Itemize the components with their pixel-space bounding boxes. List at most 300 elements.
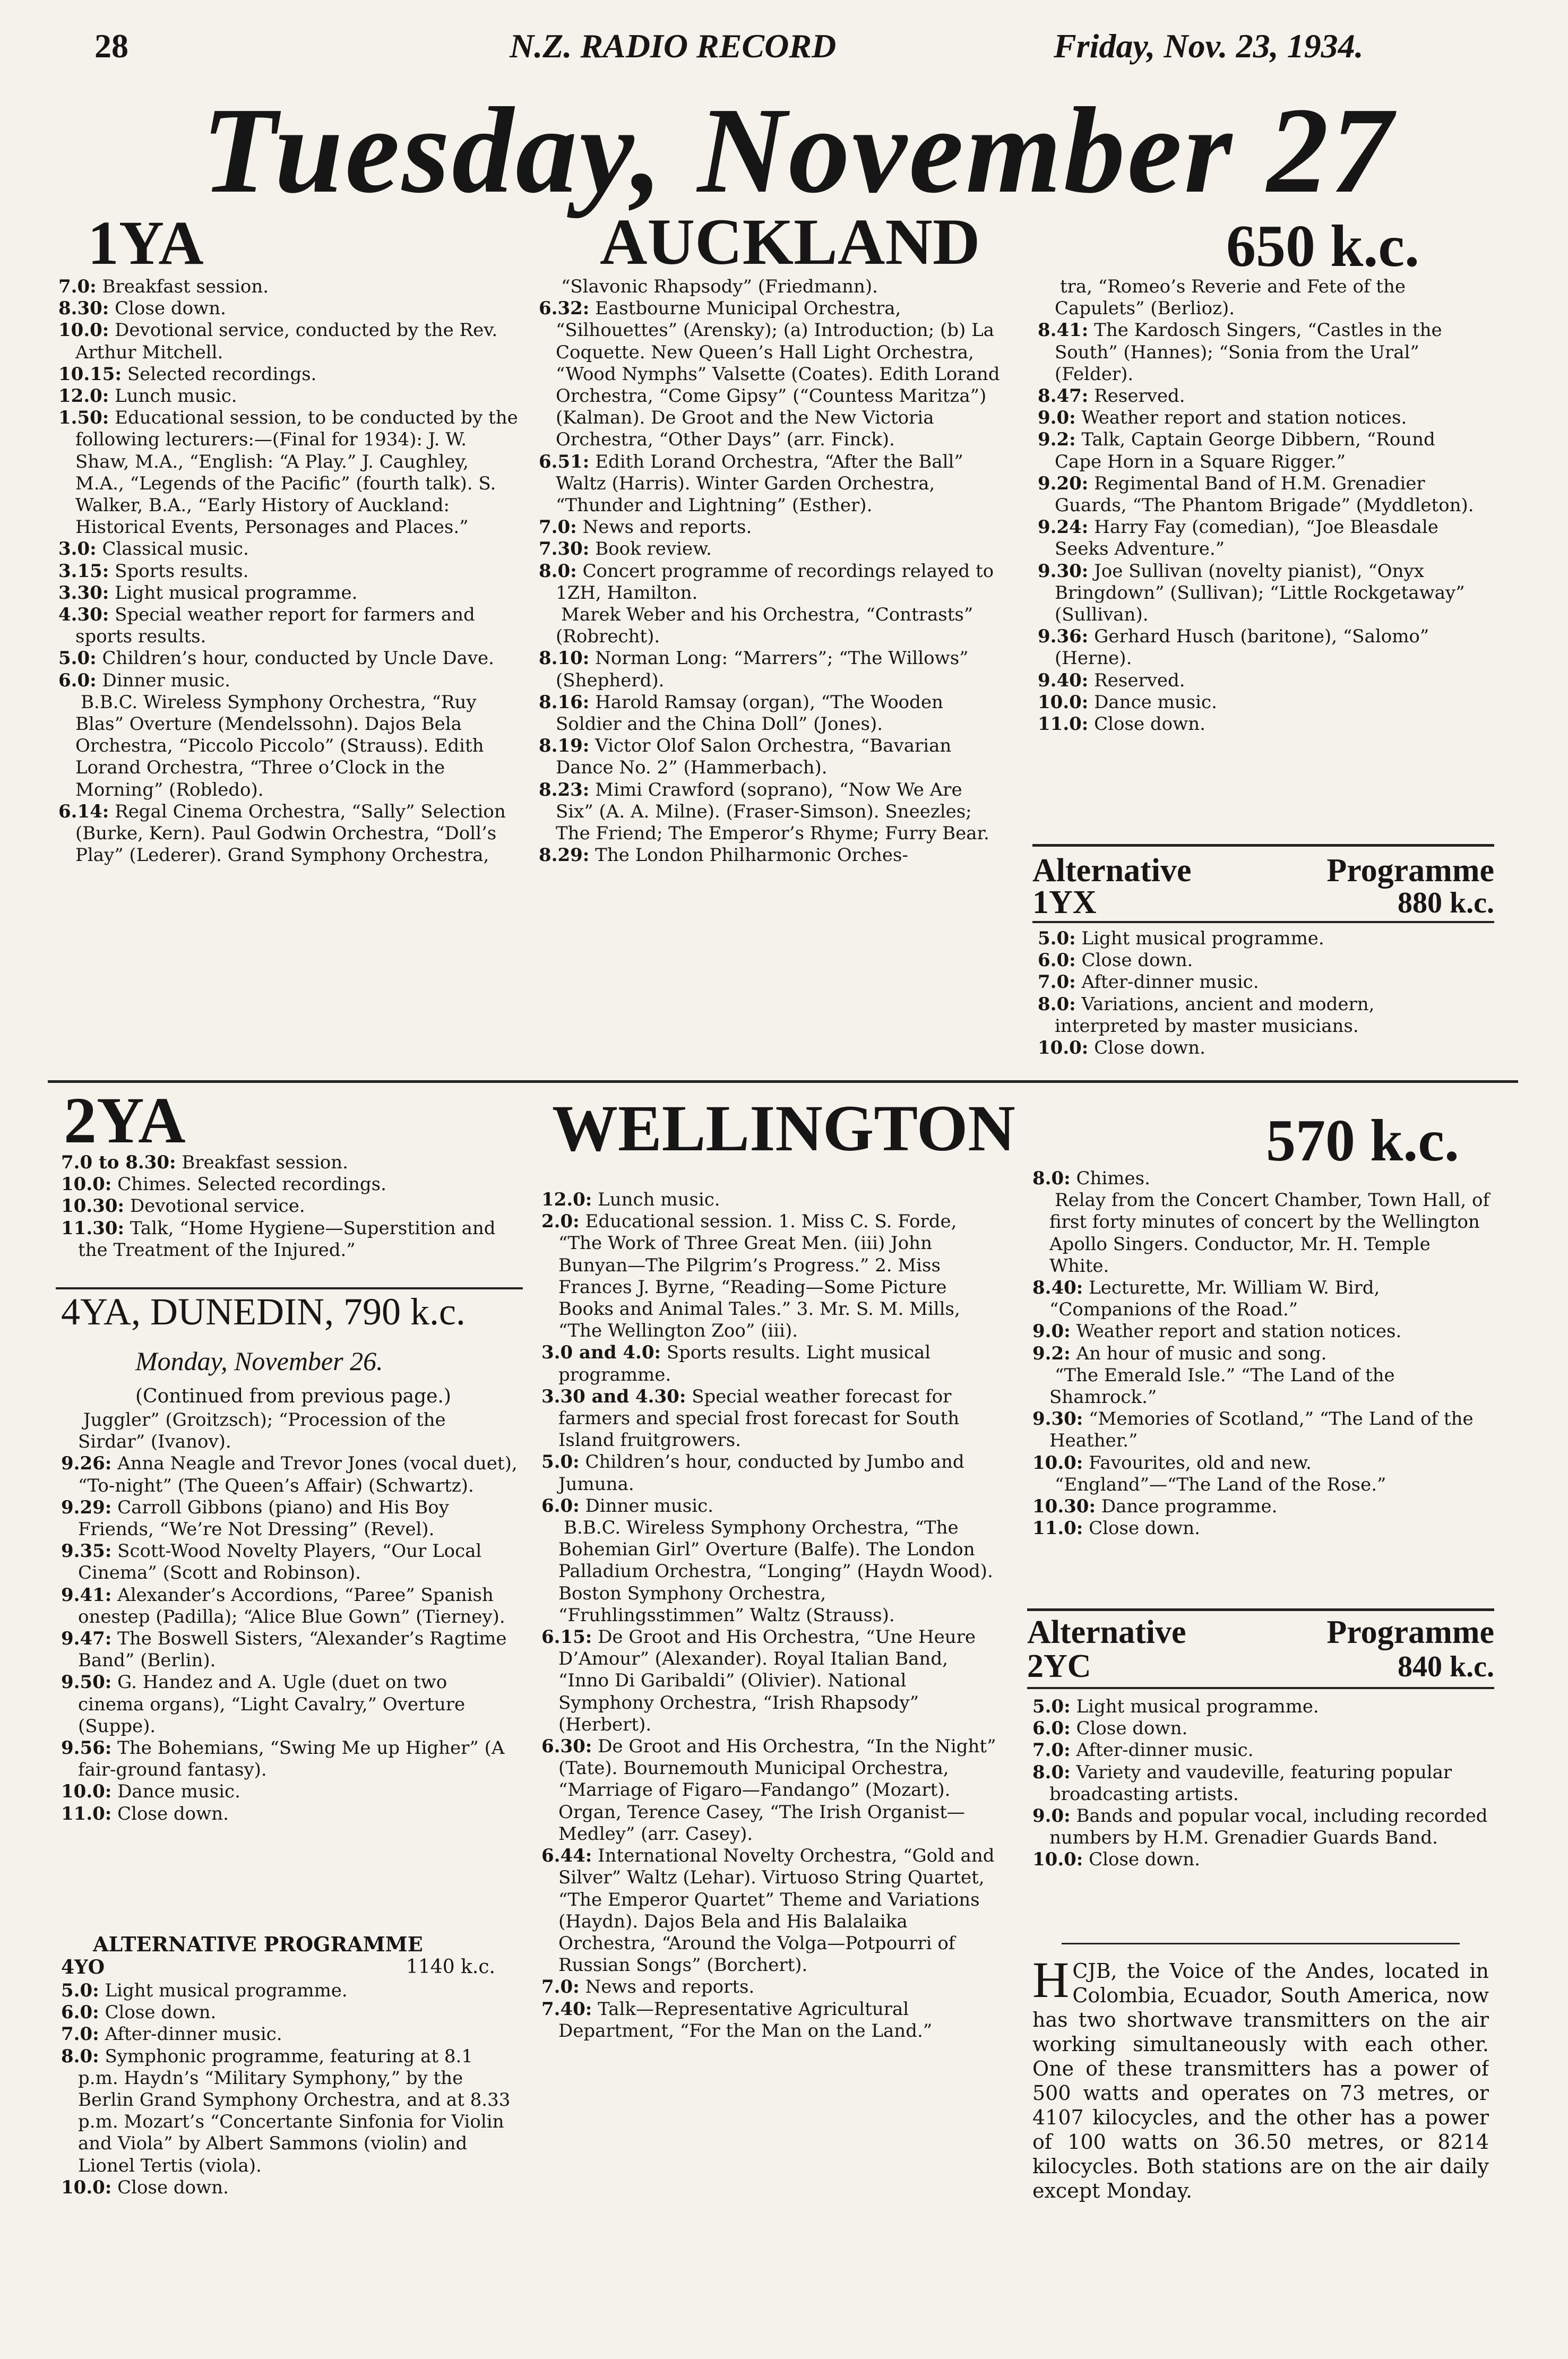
entry-text: Norman Long: “Marrers”; “The Willows” (Shepherd). — [556, 648, 969, 691]
entry-text: Regal Cinema Orchestra, “Sally” Selection (Burke, Kern). Paul Godwin Orchestra, “Doll’s Play” (Lederer). Grand Symphony Orchestra, — [75, 800, 506, 866]
schedule-entry — [1032, 1321, 1494, 1342]
entry-text: News and reports. — [585, 1976, 755, 1998]
entry-text: Light musical programme. — [115, 582, 358, 604]
note-drop-cap: H — [1032, 1959, 1070, 2008]
entry-text: Close down. — [1089, 1849, 1200, 1871]
dunedin-alt-list — [61, 1980, 518, 2261]
entry-text: Educational session. 1. Miss C. S. Forde, “The Work of Three Great Men. (iii) John Bunyan—The Pilgrim’s Progress.” 2. Miss Frances J. Byrne, “Reading—Some Picture Books and Animal Tales.” 3. Mr. S. M. Mills, “The Wellington Zoo” (iii). — [558, 1211, 960, 1342]
entry-time: 10.30: — [61, 1195, 125, 1217]
entry-time: 3.30 and 4.30: — [541, 1385, 686, 1407]
newspaper-name: N.Z. RADIO RECORD — [510, 27, 837, 65]
dunedin-alt-freq: 1140 k.c. — [406, 1956, 495, 1978]
entry-time: 8.0: — [1032, 1168, 1071, 1189]
entry-time: 10.15: — [58, 363, 122, 385]
entry-time: 4.30: — [58, 604, 109, 626]
entry-text: De Groot and His Orchestra, “Une Heure D’Amour” (Alexander). Royal Italian Band, “Inno Di Garibaldi” (Olivier). National Symphony Orchestra, “Irish Rhapsody” (Herbert). — [558, 1626, 976, 1735]
schedule-entry — [1038, 994, 1484, 1037]
schedule-entry — [541, 1211, 1003, 1342]
entry-time: 5.0: — [58, 648, 97, 669]
entry-text: Relay from the Concert Chamber, Town Hall, of first forty minutes of concert by the Wellington Apollo Singers. Conductor, Mr. H. Temple White. — [1049, 1190, 1490, 1277]
schedule-entry — [1032, 1452, 1494, 1474]
alt-2yc-freq: 840 k.c. — [1398, 1650, 1494, 1683]
entry-text: Selected recordings. — [127, 363, 317, 385]
entry-text: Lecturette, Mr. William W. Bird, “Companions of the Road.” — [1049, 1277, 1380, 1321]
entry-time: 7.0: — [539, 516, 577, 538]
entry-text: Close down. — [117, 2176, 229, 2198]
schedule-entry — [1032, 1365, 1494, 1408]
entry-time: 9.40: — [1038, 669, 1089, 691]
entry-text: De Groot and His Orchestra, “In the Night” (Tate). Bournemouth Municipal Orchestra, “Marriage of Figaro—Fandango” (Mozart). Organ, Terence Casey, “The Irish Organist—Medley” (arr. Casey). — [558, 1736, 996, 1845]
schedule-entry — [539, 276, 1001, 298]
schedule-entry — [541, 1976, 1003, 1998]
auckland-col-1 — [58, 276, 520, 1067]
schedule-entry — [541, 1451, 1003, 1495]
wellington-col-2 — [541, 1189, 1003, 2283]
entry-time: 8.41: — [1038, 320, 1089, 341]
schedule-entry — [58, 561, 520, 582]
alt-2yc-header — [1027, 1614, 1494, 1683]
schedule-entry — [1038, 950, 1484, 971]
entry-text: Talk—Representative Agricultural Department, “For the Man on the Land.” — [558, 1998, 933, 2042]
schedule-entry — [58, 276, 520, 298]
schedule-entry — [1038, 561, 1484, 626]
entry-text: Breakfast session. — [182, 1152, 348, 1173]
city-auckland: AUCKLAND — [600, 205, 980, 278]
entry-time: 12.0: — [541, 1189, 592, 1210]
alt-2yc-station: 2YC — [1027, 1648, 1091, 1684]
schedule-entry — [1032, 1740, 1489, 1761]
entry-time: 5.0: — [61, 1980, 99, 2001]
entry-text: Dinner music. — [585, 1495, 713, 1517]
schedule-entry — [1038, 516, 1484, 560]
entry-text: Breakfast session. — [102, 276, 269, 297]
schedule-entry — [61, 1628, 518, 1672]
schedule-entry — [61, 1409, 518, 1453]
freq-570: 570 k.c. — [1266, 1108, 1459, 1174]
entry-time: 7.30: — [539, 538, 590, 560]
schedule-entry — [539, 538, 1001, 560]
entry-time: 6.14: — [58, 800, 109, 822]
entry-text: “England”—“The Land of the Rose.” — [1055, 1474, 1386, 1495]
entry-time: 6.0: — [61, 2002, 99, 2024]
entry-time: 11.0: — [1032, 1518, 1083, 1539]
schedule-entry — [58, 364, 520, 385]
schedule-entry — [1038, 670, 1484, 692]
alt-1yx-header — [1032, 852, 1494, 920]
entry-time: 8.0: — [1038, 993, 1076, 1015]
schedule-entry — [1032, 1718, 1489, 1740]
schedule-entry — [539, 561, 1001, 604]
schedule-entry — [541, 1495, 1003, 1517]
entry-text: Talk, “Home Hygiene—Superstition and the Treatment of the Injured.” — [78, 1217, 496, 1261]
entry-time: 6.32: — [539, 298, 590, 320]
entry-time: 9.50: — [61, 1672, 112, 1693]
entry-text: Sports results. — [115, 560, 249, 582]
entry-text: “Slavonic Rhapsody” (Friedmann). — [561, 276, 878, 297]
dunedin-heading: 4YA, DUNEDIN, 790 k.c. — [61, 1290, 466, 1333]
entry-text: The Boswell Sisters, “Alexander’s Ragtime Band” (Berlin). — [78, 1628, 507, 1672]
alt-1yx-rule-top — [1032, 844, 1494, 847]
entry-text: Lunch music. — [598, 1189, 720, 1210]
entry-text: Variety and vaudeville, featuring popular broadcasting artists. — [1049, 1761, 1452, 1805]
entry-text: Gerhard Husch (baritone), “Salomo” (Herne). — [1055, 626, 1429, 669]
schedule-entry — [539, 648, 1001, 691]
schedule-entry — [541, 1845, 1003, 1976]
schedule-entry — [1032, 1168, 1494, 1190]
entry-text: The London Philharmonic Orches- — [595, 845, 908, 866]
entry-time: 7.0: — [1038, 971, 1076, 993]
alt-1yx-label-left: Alternative — [1032, 853, 1192, 889]
entry-text: Harry Fay (comedian), “Joe Bleasdale Seeks Adventure.” — [1055, 516, 1438, 560]
entry-time: 8.10: — [539, 648, 590, 669]
entry-text: Marek Weber and his Orchestra, “Contrasts” (Robrecht). — [556, 604, 973, 648]
note-text: CJB, the Voice of the Andes, located in Colombia, Ecuador, South America, now has two shortwave transmitters on the air working simultaneously with each other. One of these transmitters has a power of 500 watts and operates on 73 metres, or 4107 kilocycles, and the other has a power of 100 watts on 36.50 metres, or 8214 kilocycles. Both stations are on the air daily except Monday. — [1032, 1959, 1489, 2202]
entry-time: 6.15: — [541, 1626, 592, 1648]
entry-text: B.B.C. Wireless Symphony Orchestra, “The Bohemian Girl” Overture (Balfe). The London Palladium Orchestra, “Longing” (Haydn Wood). Boston Symphony Orchestra, “Fruhlingsstimmen” Waltz (Strauss). — [558, 1517, 993, 1626]
schedule-entry — [1038, 473, 1484, 516]
schedule-entry — [58, 385, 520, 407]
entry-time: 3.15: — [58, 560, 109, 582]
entry-time: 9.20: — [1038, 472, 1089, 494]
alt-2yc-rule-bottom — [1027, 1687, 1494, 1689]
entry-text: After-dinner music. — [1076, 1740, 1254, 1761]
schedule-entry — [61, 1672, 518, 1737]
schedule-entry — [1038, 1037, 1484, 1059]
schedule-entry — [1032, 1518, 1494, 1539]
entry-text: Devotional service. — [130, 1195, 305, 1217]
alt-1yx-station: 1YX — [1032, 884, 1097, 920]
entry-text: Close down. — [1094, 1037, 1205, 1059]
schedule-entry — [1038, 692, 1484, 713]
schedule-entry — [541, 1999, 1003, 2042]
schedule-entry — [58, 670, 520, 692]
schedule-entry — [61, 1540, 518, 1584]
schedule-entry — [61, 1152, 518, 1174]
entry-text: Light musical programme. — [1076, 1696, 1319, 1717]
entry-text: Regimental Band of H.M. Grenadier Guards, “The Phantom Brigade” (Myddleton). — [1055, 472, 1474, 516]
entry-time: 9.29: — [61, 1496, 112, 1518]
entry-text: Close down. — [1089, 1518, 1200, 1539]
note-rule — [1062, 1943, 1460, 1944]
entry-time: 8.29: — [539, 845, 590, 866]
entry-text: Dance music. — [1094, 691, 1217, 713]
entry-text: Close down. — [1094, 713, 1205, 735]
schedule-entry — [58, 298, 520, 320]
entry-text: Close down. — [117, 1803, 229, 1824]
schedule-entry — [1038, 320, 1484, 385]
entry-time: 10.0: — [1032, 1452, 1083, 1474]
schedule-entry — [1038, 713, 1484, 735]
page-title: Tuesday, November 27 — [202, 82, 1394, 219]
entry-time: 8.23: — [539, 779, 590, 800]
wellington-col-3 — [1032, 1168, 1494, 1608]
entry-text: Symphonic programme, featuring at 8.1 p.m. Haydn’s “Military Symphony,” by the Berlin Grand Symphony Orchestra, and at 8.33 p.m. Mozart’s “Concertante Sinfonia for Violin and Viola” by Albert Sammons (violin) and Lionel Tertis (viola). — [78, 2045, 511, 2176]
schedule-entry — [1032, 1849, 1489, 1871]
entry-time: 8.19: — [539, 735, 590, 757]
schedule-entry — [1038, 429, 1484, 472]
freq-650: 650 k.c. — [1226, 213, 1419, 279]
entry-time: 5.0: — [1038, 928, 1076, 949]
schedule-entry — [541, 1626, 1003, 1736]
entry-text: News and reports. — [582, 516, 752, 538]
entry-time: 10.0: — [61, 2176, 112, 2198]
schedule-entry — [61, 2177, 518, 2199]
entry-text: Close down. — [1081, 950, 1193, 971]
schedule-entry — [541, 1736, 1003, 1845]
entry-text: Dinner music. — [102, 669, 230, 691]
entry-text: Harold Ramsay (organ), “The Wooden Soldier and the China Doll” (Jones). — [556, 691, 943, 735]
dunedin-list — [61, 1409, 518, 1930]
entry-time: 8.0: — [539, 560, 577, 582]
entry-text: Concert programme of recordings relayed to 1ZH, Hamilton. — [556, 560, 994, 604]
entry-time: 6.0: — [541, 1495, 580, 1517]
entry-time: 9.35: — [61, 1540, 112, 1562]
schedule-entry — [539, 298, 1001, 451]
entry-text: Reserved. — [1094, 385, 1185, 407]
dunedin-continued: (Continued from previous page.) — [135, 1385, 451, 1407]
schedule-entry — [1038, 971, 1484, 993]
alt-1yx-label-right: Programme — [1326, 853, 1494, 889]
schedule-entry — [1032, 1474, 1494, 1496]
entry-text: Dance programme. — [1101, 1496, 1278, 1518]
entry-time: 3.30: — [58, 582, 109, 604]
schedule-entry — [61, 1453, 518, 1496]
schedule-entry — [541, 1517, 1003, 1626]
entry-time: 8.0: — [61, 2045, 99, 2067]
entry-text: Alexander’s Accordions, “Paree” Spanish onestep (Padilla); “Alice Blue Gown” (Tierney). — [78, 1584, 505, 1628]
entry-time: 11.0: — [61, 1803, 112, 1824]
alt-2yc-rule-top — [1027, 1608, 1494, 1611]
entry-text: Victor Olof Salon Orchestra, “Bavarian Dance No. 2” (Hammerbach). — [556, 735, 952, 779]
schedule-entry — [61, 1803, 518, 1825]
schedule-entry — [61, 1980, 518, 2002]
schedule-entry — [1032, 1496, 1494, 1518]
schedule-entry — [539, 779, 1001, 845]
entry-text: Special weather forecast for farmers and special frost forecast for South Island fruitgrowers. — [558, 1385, 960, 1451]
entry-text: Chimes. Selected recordings. — [117, 1174, 386, 1195]
entry-time: 2.0: — [541, 1211, 580, 1233]
entry-time: 8.0: — [1032, 1761, 1071, 1783]
entry-text: Close down. — [115, 298, 226, 320]
entry-text: Anna Neagle and Trevor Jones (vocal duet), “To-night” (The Queen’s Affair) (Schwartz). — [78, 1453, 518, 1496]
schedule-entry — [1032, 1190, 1494, 1277]
alt-2yc-label-left: Alternative — [1027, 1614, 1186, 1650]
entry-time: 9.0: — [1032, 1321, 1071, 1342]
entry-text: Close down. — [1076, 1718, 1188, 1740]
entry-text: Devotional service, conducted by the Rev. Arthur Mitchell. — [75, 320, 498, 363]
entry-time: 7.0: — [1032, 1740, 1071, 1761]
schedule-entry — [61, 1497, 518, 1540]
entry-text: tra, “Romeo’s Reverie and Fete of the Capulets” (Berlioz). — [1055, 276, 1406, 320]
entry-text: Favourites, old and new. — [1089, 1452, 1312, 1474]
entry-time: 9.24: — [1038, 516, 1089, 538]
entry-text: Scott-Wood Novelty Players, “Our Local Cinema” (Scott and Robinson). — [78, 1540, 482, 1584]
entry-text: Talk, Captain George Dibbern, “Round Cape Horn in a Square Rigger.” — [1055, 429, 1435, 472]
city-wellington: WELLINGTON — [552, 1092, 1015, 1165]
entry-text: Variations, ancient and modern, interpreted by master musicians. — [1055, 993, 1375, 1037]
entry-time: 9.2: — [1032, 1342, 1071, 1364]
alt-1yx-rule-bottom — [1032, 921, 1494, 923]
entry-time: 7.0: — [58, 276, 97, 297]
station-2ya: 2YA — [64, 1084, 186, 1157]
entry-time: 6.0: — [58, 669, 97, 691]
entry-text: Chimes. — [1076, 1168, 1150, 1189]
schedule-entry — [1038, 385, 1484, 407]
entry-text: Children’s hour, conducted by Jumbo and Jumuna. — [558, 1451, 964, 1495]
entry-text: B.B.C. Wireless Symphony Orchestra, “Ruy Blas” Overture (Mendelssohn). Dajos Bela Orchestra, “Piccolo Piccolo” (Strauss). Edith Lorand Orchestra, “Three o’Clock in the Morning” (Robledo). — [75, 691, 484, 800]
entry-time: 11.30: — [61, 1217, 125, 1239]
entry-time: 10.0: — [61, 1174, 112, 1195]
entry-text: “The Emerald Isle.” “The Land of the Shamrock.” — [1049, 1364, 1395, 1408]
entry-time: 8.16: — [539, 691, 590, 713]
schedule-entry — [61, 1174, 518, 1195]
entry-text: International Novelty Orchestra, “Gold and Silver” Waltz (Lehar). Virtuoso String Quartet, “The Emperor Quartet” Theme and Variations (Haydn). Dajos Bela and His Balalaika Orchestra, “Around the Volga—Potpourri of Russian Songs” (Borchert). — [558, 1845, 995, 1976]
entry-text: Reserved. — [1094, 669, 1185, 691]
schedule-entry — [58, 320, 520, 363]
schedule-entry — [539, 845, 1001, 866]
entry-text: Close down. — [105, 2002, 217, 2024]
entry-text: The Bohemians, “Swing Me up Higher” (A fair-ground fantasy). — [78, 1737, 505, 1781]
schedule-entry — [61, 2046, 518, 2177]
schedule-entry — [1038, 626, 1484, 669]
dunedin-alt-station: 4YO — [61, 1956, 105, 1978]
entry-time: 7.40: — [541, 1998, 592, 2020]
schedule-entry — [58, 407, 520, 538]
entry-time: 10.0: — [61, 1781, 112, 1803]
entry-time: 10.30: — [1032, 1496, 1096, 1518]
schedule-entry — [61, 2024, 518, 2045]
entry-time: 10.0: — [1038, 691, 1089, 713]
schedule-entry — [1032, 1277, 1494, 1321]
dunedin-subheading: Monday, November 26. — [135, 1346, 383, 1376]
schedule-entry — [1032, 1343, 1494, 1365]
entry-time: 6.0: — [1032, 1718, 1071, 1740]
entry-text: An hour of music and song. — [1076, 1342, 1327, 1364]
schedule-entry — [1038, 276, 1484, 320]
entry-text: After-dinner music. — [105, 2024, 282, 2045]
entry-text: Book review. — [595, 538, 712, 560]
entry-text: Children’s hour, conducted by Uncle Dave. — [102, 648, 494, 669]
entry-time: 8.47: — [1038, 385, 1089, 407]
entry-time: 5.0: — [1032, 1696, 1071, 1717]
entry-time: 9.30: — [1032, 1408, 1083, 1430]
entry-text: “Memories of Scotland,” “The Land of the Heather.” — [1049, 1408, 1474, 1452]
schedule-entry — [539, 735, 1001, 779]
entry-time: 10.0: — [1038, 1037, 1089, 1059]
entry-time: 10.0: — [58, 320, 109, 341]
schedule-entry — [1032, 1696, 1489, 1718]
schedule-entry — [1038, 407, 1484, 429]
wellington-col-1 — [61, 1152, 518, 1285]
entry-time: 9.0: — [1038, 407, 1076, 429]
schedule-entry — [58, 648, 520, 669]
schedule-entry — [1032, 1408, 1494, 1452]
schedule-entry — [61, 1218, 518, 1261]
schedule-entry — [539, 692, 1001, 735]
entry-text: Bands and popular vocal, including recorded numbers by H.M. Grenadier Guards Band. — [1049, 1805, 1488, 1849]
schedule-entry — [58, 582, 520, 604]
schedule-entry — [61, 1737, 518, 1781]
entry-text: Weather report and station notices. — [1081, 407, 1407, 429]
entry-time: 9.2: — [1038, 429, 1076, 451]
schedule-entry — [1038, 928, 1484, 950]
entry-text: G. Handez and A. Ugle (duet on two cinema organs), “Light Cavalry,” Overture (Suppe). — [78, 1672, 466, 1737]
schedule-entry — [539, 451, 1001, 517]
schedule-entry — [539, 604, 1001, 648]
issue-date: Friday, Nov. 23, 1934. — [1054, 27, 1364, 65]
entry-time: 6.0: — [1038, 950, 1076, 971]
entry-text: Special weather report for farmers and sports results. — [75, 604, 475, 648]
entry-time: 5.0: — [541, 1451, 580, 1473]
entry-time: 1.50: — [58, 407, 109, 429]
entry-text: Educational session, to be conducted by the following lecturers:—(Final for 1934): J. W. Shaw, M.A., “English: “A Play.” J. Caughley, M.A., “Legends of the Pacific” (fourth talk). S. Walker, B.A., “Early History of Auckland: Historical Events, Personages and Places.” — [75, 407, 518, 538]
entry-text: Light musical programme. — [105, 1980, 348, 2001]
entry-time: 6.30: — [541, 1736, 592, 1758]
dunedin-rule-top — [56, 1287, 523, 1289]
schedule-entry — [58, 801, 520, 867]
entry-text: The Kardosch Singers, “Castles in the South” (Hannes); “Sonia from the Ural” (Felder). — [1055, 320, 1442, 385]
schedule-entry — [1032, 1805, 1489, 1849]
entry-time: 9.26: — [61, 1453, 112, 1475]
schedule-entry — [541, 1386, 1003, 1452]
alt-2yc-list — [1032, 1696, 1489, 1919]
schedule-entry — [61, 2002, 518, 2024]
schedule-entry — [1032, 1762, 1489, 1805]
page-number: 28 — [94, 27, 128, 65]
entry-text: After-dinner music. — [1081, 971, 1259, 993]
entry-time: 7.0: — [541, 1976, 580, 1998]
dunedin-alt-heading: ALTERNATIVE PROGRAMME — [93, 1932, 423, 1956]
entry-text: Carroll Gibbons (piano) and His Boy Friends, “We’re Not Dressing” (Revel). — [78, 1496, 449, 1540]
section-divider — [48, 1080, 1518, 1083]
entry-time: 6.44: — [541, 1845, 592, 1867]
entry-time: 9.0: — [1032, 1805, 1071, 1827]
alt-2yc-label-right: Programme — [1326, 1614, 1494, 1650]
entry-text: Classical music. — [102, 538, 249, 560]
schedule-entry — [61, 1585, 518, 1628]
entry-time: 11.0: — [1038, 713, 1089, 735]
entry-time: 7.0: — [61, 2024, 99, 2045]
entry-time: 6.51: — [539, 451, 590, 472]
entry-text: Joe Sullivan (novelty pianist), “Onyx Bringdown” (Sullivan); “Little Rockgetaway” (Sullivan). — [1055, 560, 1465, 626]
entry-text: Sports results. Light musical programme. — [558, 1342, 931, 1385]
entry-text: Dance music. — [117, 1781, 240, 1803]
entry-time: 8.30: — [58, 298, 109, 320]
entry-text: Weather report and station notices. — [1076, 1321, 1402, 1342]
entry-time: 3.0: — [58, 538, 97, 560]
entry-text: Light musical programme. — [1081, 928, 1324, 949]
schedule-entry — [61, 1781, 518, 1803]
alt-1yx-list — [1038, 928, 1484, 1071]
entry-time: 9.30: — [1038, 560, 1089, 582]
schedule-entry — [58, 692, 520, 801]
entry-time: 10.0: — [1032, 1849, 1083, 1871]
entry-time: 8.40: — [1032, 1277, 1083, 1299]
entry-text: Lunch music. — [115, 385, 237, 407]
entry-time: 9.47: — [61, 1628, 112, 1650]
auckland-col-2 — [539, 276, 1001, 1067]
schedule-entry — [58, 604, 520, 648]
schedule-entry — [541, 1342, 1003, 1385]
entry-time: 9.56: — [61, 1737, 112, 1759]
hcjb-note — [1032, 1959, 1489, 2298]
auckland-col-3 — [1038, 276, 1484, 844]
schedule-entry — [61, 1195, 518, 1217]
entry-text: Mimi Crawford (soprano), “Now We Are Six” (A. A. Milne). (Fraser-Simson). Sneezles; The Friend; The Emperor’s Rhyme; Furry Bear. — [556, 779, 989, 845]
entry-time: 9.36: — [1038, 626, 1089, 648]
entry-time: 9.41: — [61, 1584, 112, 1606]
station-1ya: 1YA — [88, 208, 204, 278]
